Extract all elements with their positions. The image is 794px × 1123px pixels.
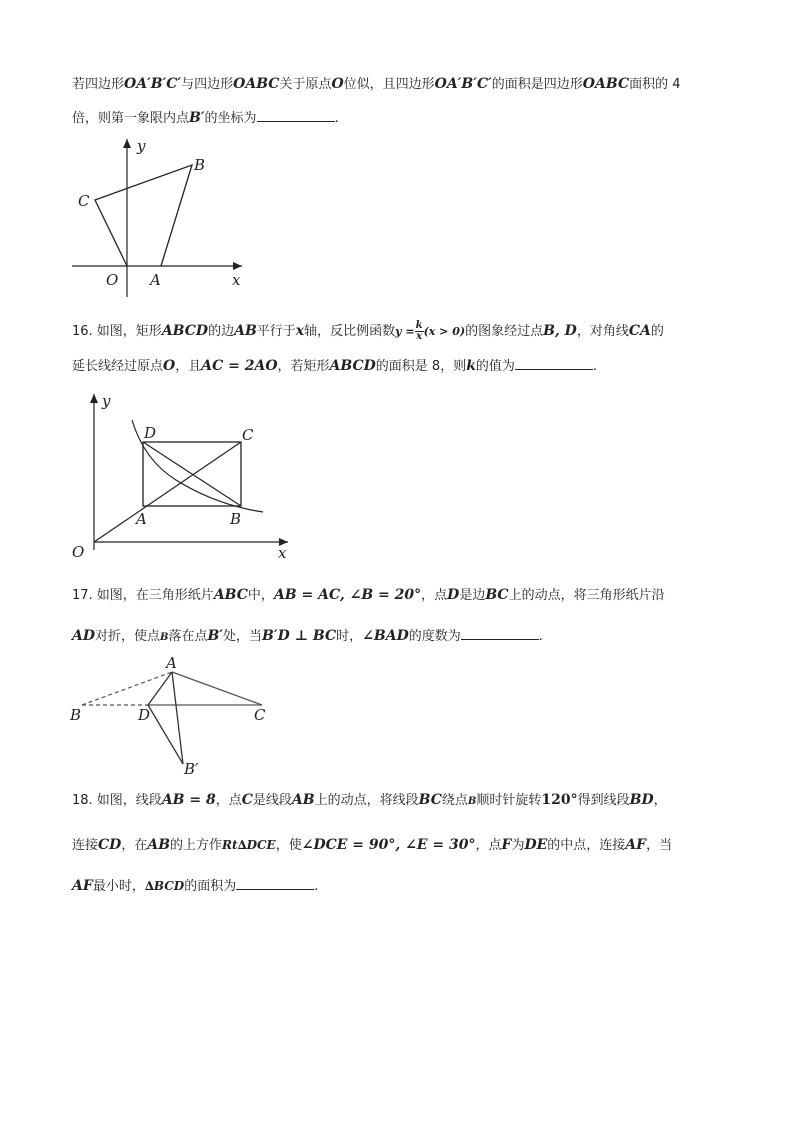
label-d: D (144, 424, 157, 442)
quadrilateral-oabc (95, 165, 192, 266)
q18-line-3: AF最小时，∆BCD的面积为 . (72, 878, 319, 894)
segment-ab-prime (172, 672, 183, 764)
segment-ba-dashed (82, 672, 172, 705)
fraction-k-over-x: $\frac{k}{x}$ (415, 320, 423, 342)
label-d: D (138, 706, 151, 724)
label-o: O (106, 271, 119, 289)
q15-line-1: 若四边形OA′B′C′与四边形OABC关于原点O位似，且四边形OA′B′C′的面积是四边形OABC面积的 4 (72, 76, 681, 92)
label-o: O (72, 543, 85, 561)
label-c: C (242, 426, 254, 444)
label-a: A (150, 271, 161, 289)
q17-line-1: 17. 如图，在三角形纸片ABC中，AB = AC, ∠B = 20°，点D是边BC上的动点，将三角形纸片沿 (72, 587, 665, 603)
label-b: B (230, 510, 242, 528)
label-b: B (194, 156, 206, 174)
answer-blank[interactable] (236, 877, 314, 890)
q15-figure (66, 135, 266, 305)
label-a: A (166, 654, 177, 672)
label-y: y (102, 392, 111, 410)
label-x: x (232, 271, 241, 289)
q16-line-1: 16. 如图，矩形ABCD的边AB平行于x轴，反比例函数y = $\frac{k}{x}$ (x > 0)的图象经过点B, D，对角线CA的 (72, 320, 664, 342)
label-b-prime: B′ (184, 760, 199, 778)
segment-db-prime (148, 705, 183, 764)
label-a: A (136, 510, 147, 528)
label-c: C (78, 192, 90, 210)
q17-line-2: AD对折，使点B落在点B′处，当B′D ⊥ BC时，∠BAD的度数为 . (72, 628, 543, 644)
answer-blank[interactable] (461, 627, 539, 640)
label-b: B (70, 706, 82, 724)
q18-line-1: 18. 如图，线段AB = 8，点C是线段AB上的动点，将线段BC绕点B顺时针旋转120°得到线段BD， (72, 792, 667, 808)
label-y: y (137, 137, 146, 155)
q16-figure (66, 390, 306, 570)
q17-figure (66, 652, 286, 782)
label-c: C (254, 706, 266, 724)
answer-blank[interactable] (257, 109, 335, 122)
answer-blank[interactable] (515, 357, 593, 370)
q18-line-2: 连接CD，在AB的上方作Rt∆DCE，使∠DCE = 90°, ∠E = 30°，点F为DE的中点，连接AF，当 (72, 837, 673, 853)
segment-ad (148, 672, 172, 705)
label-x: x (278, 544, 287, 562)
q15-line-2: 倍，则第一象限内点B′的坐标为 . (72, 110, 339, 126)
segment-ac (172, 672, 262, 705)
q16-line-2: 延长线经过原点O，且AC = 2AO，若矩形ABCD的面积是 8，则k的值为 . (72, 358, 598, 374)
